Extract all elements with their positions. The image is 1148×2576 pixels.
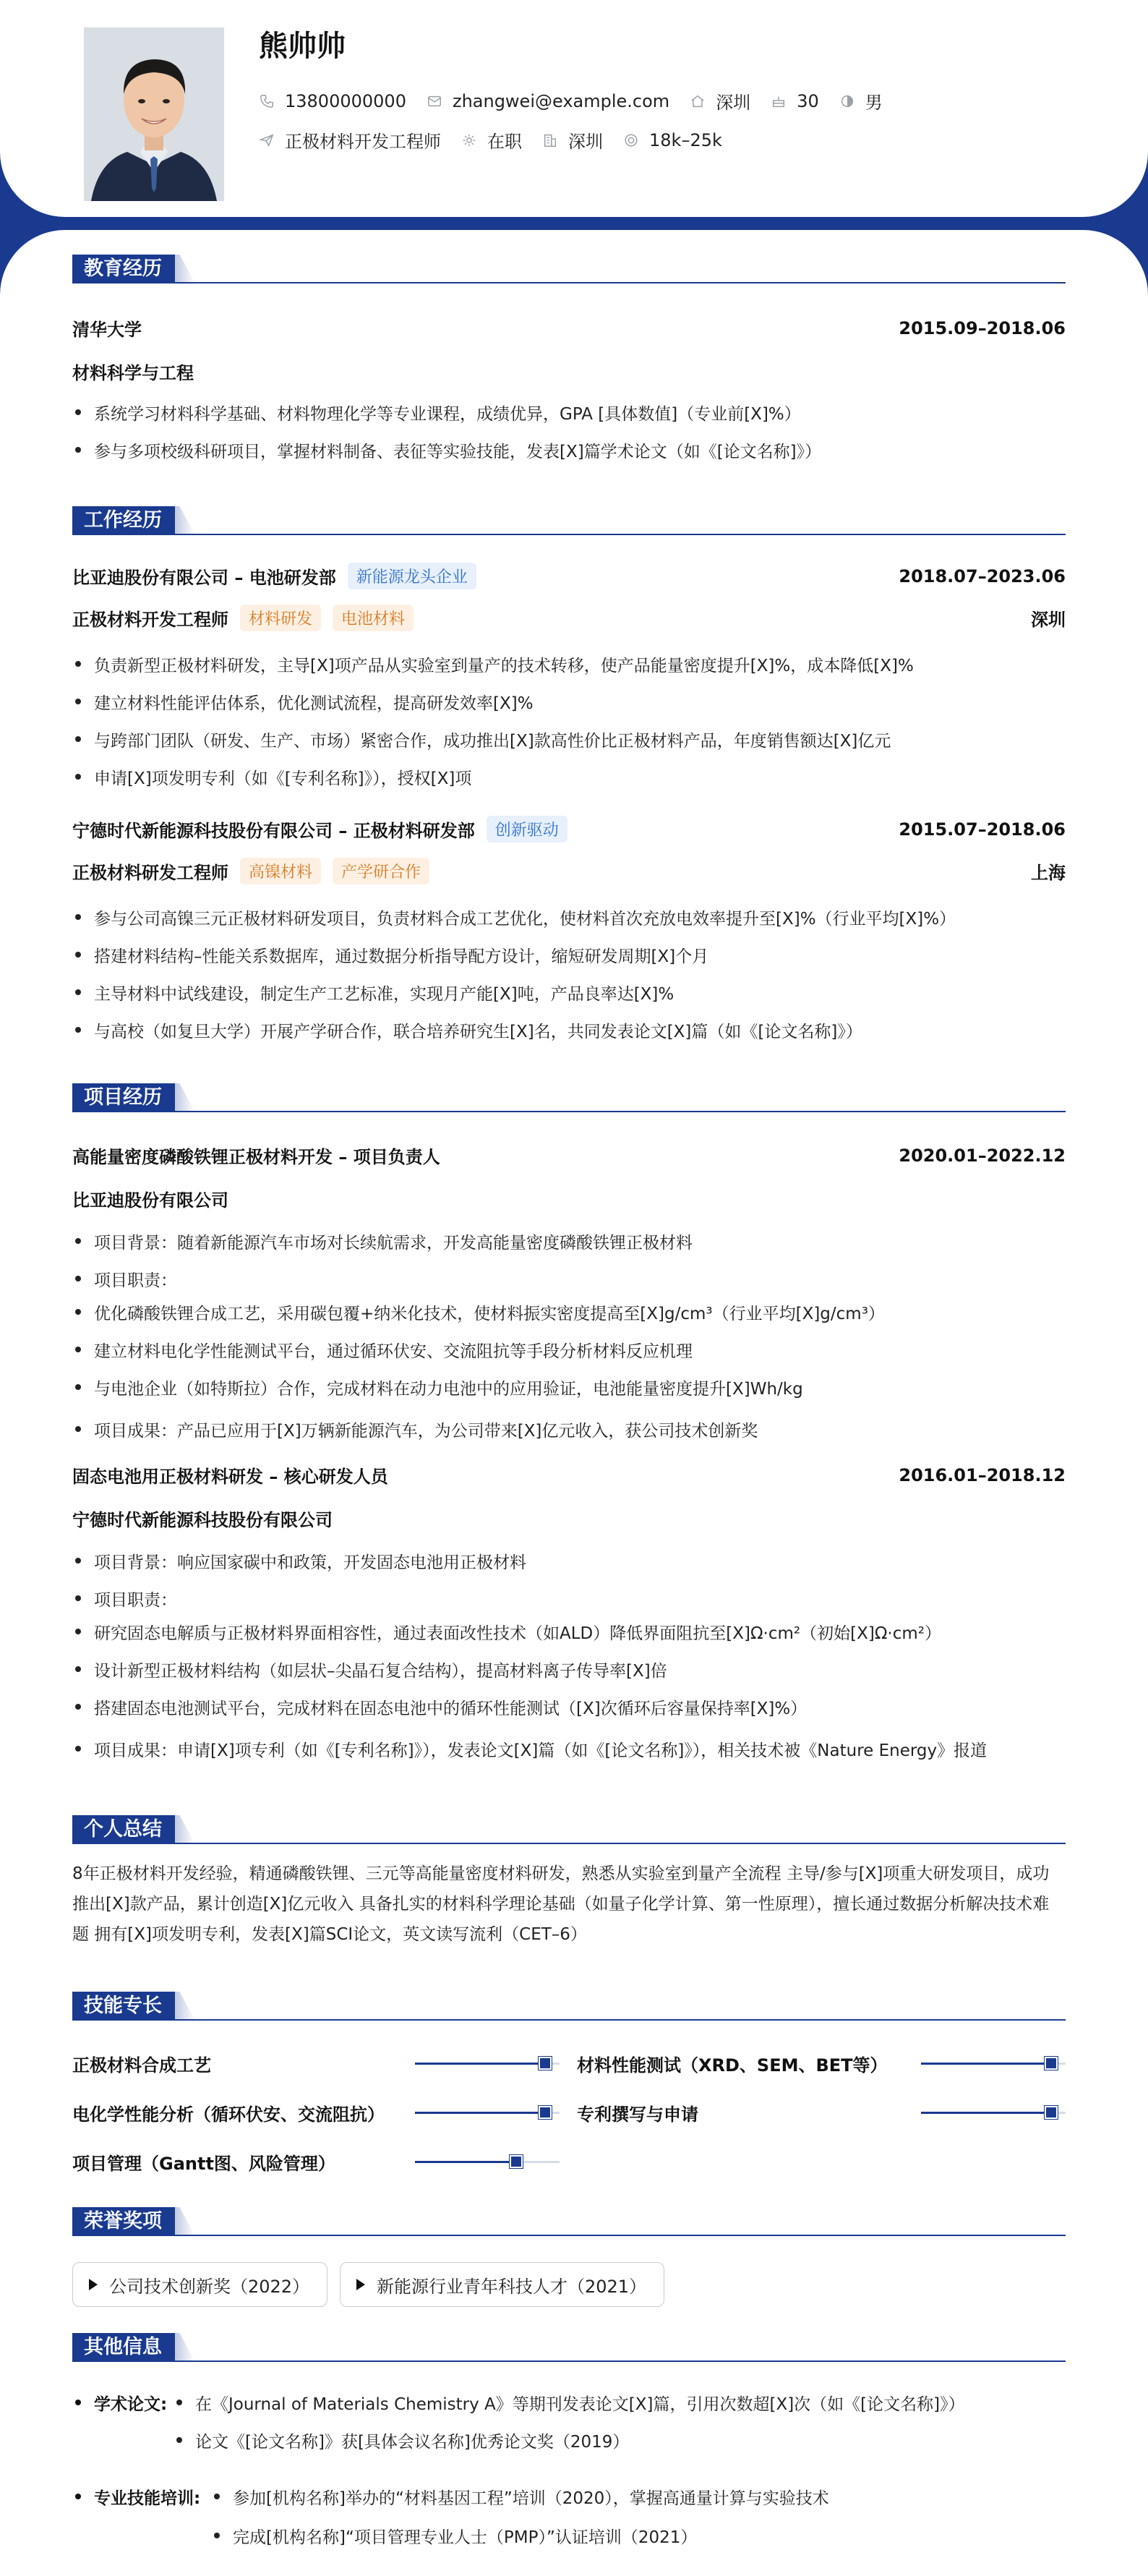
section-title: 项目经历 (72, 1083, 175, 1112)
project-row (72, 1143, 1066, 1168)
skill-level-fill (921, 2063, 1051, 2065)
list-item: 研究固态电解质与正极材料界面相容性，通过表面改性技术（如ALD）降低界面阻抗至[X]Ω·cm²（初始[X]Ω·cm²） (72, 1620, 941, 1644)
work-header (72, 506, 1066, 535)
role-row (72, 605, 1066, 631)
skill-level-bar (415, 2161, 560, 2163)
section-title: 技能专长 (72, 1992, 175, 2021)
skill-level-bar (415, 2112, 560, 2114)
status-text: 在职 (487, 132, 522, 152)
list-item: 项目成果：产品已应用于[X]万辆新能源汽车，为公司带来[X]亿元收入，获公司技术创新奖 (72, 1417, 758, 1441)
job-city: 深圳 (1031, 610, 1066, 630)
major-name: 材料科学与工程 (72, 363, 194, 383)
location-text: 深圳 (716, 93, 751, 113)
skill-name: 项目管理（Gantt图、风险管理） (72, 2154, 335, 2174)
job-intent-row (259, 127, 742, 153)
summary-header (72, 1815, 1066, 1844)
skill-name: 电化学性能分析（循环伏安、交流阻抗） (72, 2104, 385, 2125)
skill-tag: 材料研发 (240, 605, 321, 631)
list-item: 项目职责： (72, 1267, 177, 1291)
contact-row (259, 88, 903, 114)
gender-item (839, 88, 883, 114)
list-item: 参加[机构名称]举办的“材料基因工程”培训（2020），掌握高通量计算与实验技术 (211, 2485, 829, 2509)
skill-level-fill (415, 2161, 516, 2163)
section-title-decoration (169, 1083, 195, 1112)
skill-level-fill (415, 2063, 545, 2065)
list-item: 搭建材料结构–性能关系数据库，通过数据分析指导配方设计，缩短研发周期[X]个月 (72, 943, 708, 967)
list-item: 项目背景：响应国家碳中和政策，开发固态电池用正极材料 (72, 1549, 526, 1573)
list-item: 论文《[论文名称]》获[具体会议名称]优秀论文奖（2019） (174, 2428, 629, 2452)
list-item: 与高校（如复旦大学）开展产学研合作，联合培养研究生[X]名，共同发表论文[X]篇（如《[论文名称]》） (72, 1018, 862, 1042)
home-icon (690, 93, 706, 109)
triangle-right-icon (89, 2279, 98, 2290)
gender-text: 男 (865, 93, 883, 113)
section-title: 其他信息 (72, 2333, 175, 2362)
cake-icon (771, 93, 787, 109)
skill-level-bar (415, 2063, 560, 2065)
skills-header (72, 1992, 1066, 2021)
list-item: 负责新型正极材料研发，主导[X]项产品从实验室到量产的技术转移，使产品能量密度提升[X]%，成本降低[X]% (72, 652, 914, 676)
section-title-decoration (169, 255, 195, 283)
section-title: 个人总结 (72, 1815, 175, 1844)
project-name: 固态电池用正极材料研发 – 核心研发人员 (72, 1467, 388, 1487)
age-text: 30 (797, 90, 819, 111)
skill-tag: 产学研合作 (333, 858, 429, 884)
location-item (690, 88, 750, 114)
job-city: 上海 (1031, 863, 1066, 883)
skill-level-knob (539, 2106, 552, 2119)
email-text[interactable]: zhangwei@example.com (452, 90, 670, 111)
company-name: 比亚迪股份有限公司 – 电池研发部 (72, 568, 336, 588)
section-title-decoration (169, 1815, 195, 1844)
skill-level-knob (539, 2057, 552, 2070)
skill-tag: 电池材料 (333, 605, 414, 631)
project-row (72, 1462, 1066, 1488)
job-title-text: 正极材料开发工程师 (285, 132, 441, 152)
education-section (72, 255, 1066, 461)
section-title-decoration (169, 1992, 195, 2021)
section-title-decoration (169, 2207, 195, 2236)
list-item: 系统学习材料科学基础、材料物理化学等专业课程，成绩优异，GPA [具体数值]（专业前[X]%） (72, 401, 801, 425)
job-period: 2018.07–2023.06 (899, 566, 1066, 587)
education-header (72, 255, 1066, 283)
award-label: 新能源行业青年科技人才（2021） (377, 2276, 647, 2297)
skill-level-knob (1045, 2106, 1058, 2119)
list-item: 主导材料中试线建设，制定生产工艺标准，实现月产能[X]吨，产品良率达[X]% (72, 981, 674, 1005)
list-item: 设计新型正极材料结构（如层状–尖晶石复合结构），提高材料离子传导率[X]倍 (72, 1658, 667, 1681)
other-group-label: 学术论文: (72, 2391, 167, 2415)
coin-icon (623, 132, 639, 148)
project-org: 比亚迪股份有限公司 (72, 1190, 228, 1211)
list-item: 项目成果：申请[X]项专利（如《[专利名称]》），发表论文[X]篇（如《[论文名称]》），相关技术被《Nature Energy》报道 (72, 1737, 987, 1761)
work-section (72, 506, 1066, 1041)
phone-icon (259, 93, 275, 109)
job-title-item (259, 127, 441, 153)
age-item (771, 91, 819, 111)
section-title-decoration (169, 2333, 195, 2362)
status-item (461, 127, 522, 153)
target-city-item (542, 127, 603, 153)
phone-text[interactable]: 13800000000 (285, 90, 406, 111)
gear-icon (461, 132, 477, 148)
skill-tag: 高镍材料 (240, 858, 321, 884)
list-item: 与电池企业（如特斯拉）合作，完成材料在动力电池中的应用验证，电池能量密度提升[X]Wh/kg (72, 1376, 803, 1399)
company-tag: 新能源龙头企业 (348, 563, 476, 589)
summary-section (72, 1815, 1066, 1944)
gender-icon (839, 93, 855, 109)
job-row (72, 563, 1066, 589)
skill-level-bar (921, 2063, 1066, 2065)
skill-level-fill (415, 2112, 545, 2114)
section-title: 工作经历 (72, 506, 175, 535)
other-info-section (72, 2333, 1066, 2547)
skills-section (72, 1992, 1066, 2174)
education-period: 2015.09–2018.06 (899, 317, 1066, 338)
skill-level-knob (510, 2155, 523, 2168)
target-city-text: 深圳 (568, 132, 603, 152)
list-item: 完成[机构名称]“项目管理专业人士（PMP）”认证培训（2021） (211, 2524, 697, 2548)
award-label: 公司技术创新奖（2022） (109, 2276, 310, 2297)
company-tag: 创新驱动 (487, 816, 567, 843)
section-title: 荣誉奖项 (72, 2207, 175, 2236)
other-info-header (72, 2333, 1066, 2362)
awards-header (72, 2207, 1066, 2236)
skill-name: 材料性能测试（XRD、SEM、BET等） (577, 2055, 888, 2076)
triangle-right-icon (356, 2279, 365, 2290)
award-item (72, 2262, 327, 2307)
awards-section (72, 2207, 1066, 2297)
award-item (340, 2262, 664, 2307)
project-period: 2020.01–2022.12 (899, 1145, 1066, 1166)
project-org: 宁德时代新能源科技股份有限公司 (72, 1510, 333, 1530)
salary-item (623, 130, 722, 150)
list-item: 与跨部门团队（研发、生产、市场）紧密合作，成功推出[X]款高性价比正极材料产品，年度销售额达[X]亿元 (72, 728, 891, 751)
send-icon (259, 132, 275, 148)
list-item: 建立材料性能评估体系，优化测试流程，提高研发效率[X]% (72, 690, 534, 714)
list-item: 项目职责： (72, 1587, 177, 1611)
avatar (84, 27, 224, 201)
list-item: 申请[X]项发明专利（如《[专利名称]》），授权[X]项 (72, 765, 471, 789)
role-row (72, 858, 1066, 884)
job-period: 2015.07–2018.06 (899, 819, 1066, 840)
school-name: 清华大学 (72, 320, 142, 340)
list-item: 在《Journal of Materials Chemistry A》等期刊发表论文[X]篇，引用次数超[X]次（如《[论文名称]》） (174, 2391, 965, 2415)
header-card (0, 0, 1148, 217)
list-item: 优化磷酸铁锂合成工艺，采用碳包覆+纳米化技术，使材料振实密度提高至[X]g/cm³（行业平均[X]g/cm³） (72, 1300, 885, 1324)
company-name: 宁德时代新能源科技股份有限公司 – 正极材料研发部 (72, 821, 475, 841)
mail-icon (427, 93, 442, 109)
skill-name: 正极材料合成工艺 (72, 2055, 211, 2076)
other-group-label: 专业技能培训: (72, 2485, 200, 2509)
list-item: 搭建固态电池测试平台，完成材料在固态电池中的循环性能测试（[X]次循环后容量保持率[X]%） (72, 1695, 807, 1719)
skill-level-knob (1045, 2057, 1058, 2070)
skill-level-bar (921, 2112, 1066, 2114)
section-title-decoration (169, 506, 195, 535)
phone-item (259, 91, 406, 111)
project-name: 高能量密度磷酸铁锂正极材料开发 – 项目负责人 (72, 1147, 440, 1167)
projects-header (72, 1083, 1066, 1112)
skill-level-fill (921, 2112, 1051, 2114)
building-icon (542, 132, 558, 148)
salary-text: 18k–25k (649, 129, 722, 150)
project-period: 2016.01–2018.12 (899, 1464, 1066, 1485)
summary-text: 8年正极材料开发经验，精通磷酸铁锂、三元等高能量密度材料研发，熟悉从实验室到量产全流程 主导/参与[X]项重大研发项目，成功推出[X]款产品，累计创造[X]亿元收入 具备扎实的材料科学理论基础（如量子化学计算、第一性原理），擅长通过数据分析解决技术难题 拥有[X]项发明专利，发表[X]篇SCI论文，英文读写流利（CET–6） (72, 1864, 1050, 1944)
skill-name: 专利撰写与申请 (577, 2104, 698, 2125)
role-name: 正极材料研发工程师 (72, 863, 228, 883)
education-row (72, 315, 1066, 341)
list-item: 建立材料电化学性能测试平台，通过循环伏安、交流阻抗等手段分析材料反应机理 (72, 1338, 693, 1362)
list-item: 参与公司高镍三元正极材料研发项目，负责材料合成工艺优化，使材料首次充放电效率提升至[X]%（行业平均[X]%） (72, 905, 956, 929)
list-item: 项目背景：随着新能源汽车市场对长续航需求，开发高能量密度磷酸铁锂正极材料 (72, 1229, 693, 1253)
job-row (72, 816, 1066, 843)
section-title: 教育经历 (72, 255, 175, 283)
role-name: 正极材料开发工程师 (72, 610, 228, 630)
list-item: 参与多项校级科研项目，掌握材料制备、表征等实验技能，发表[X]篇学术论文（如《[论文名称]》） (72, 438, 821, 462)
avatar-portrait (84, 27, 224, 201)
projects-section (72, 1083, 1066, 1760)
candidate-name: 熊帅帅 (259, 30, 346, 63)
email-item (427, 91, 669, 111)
